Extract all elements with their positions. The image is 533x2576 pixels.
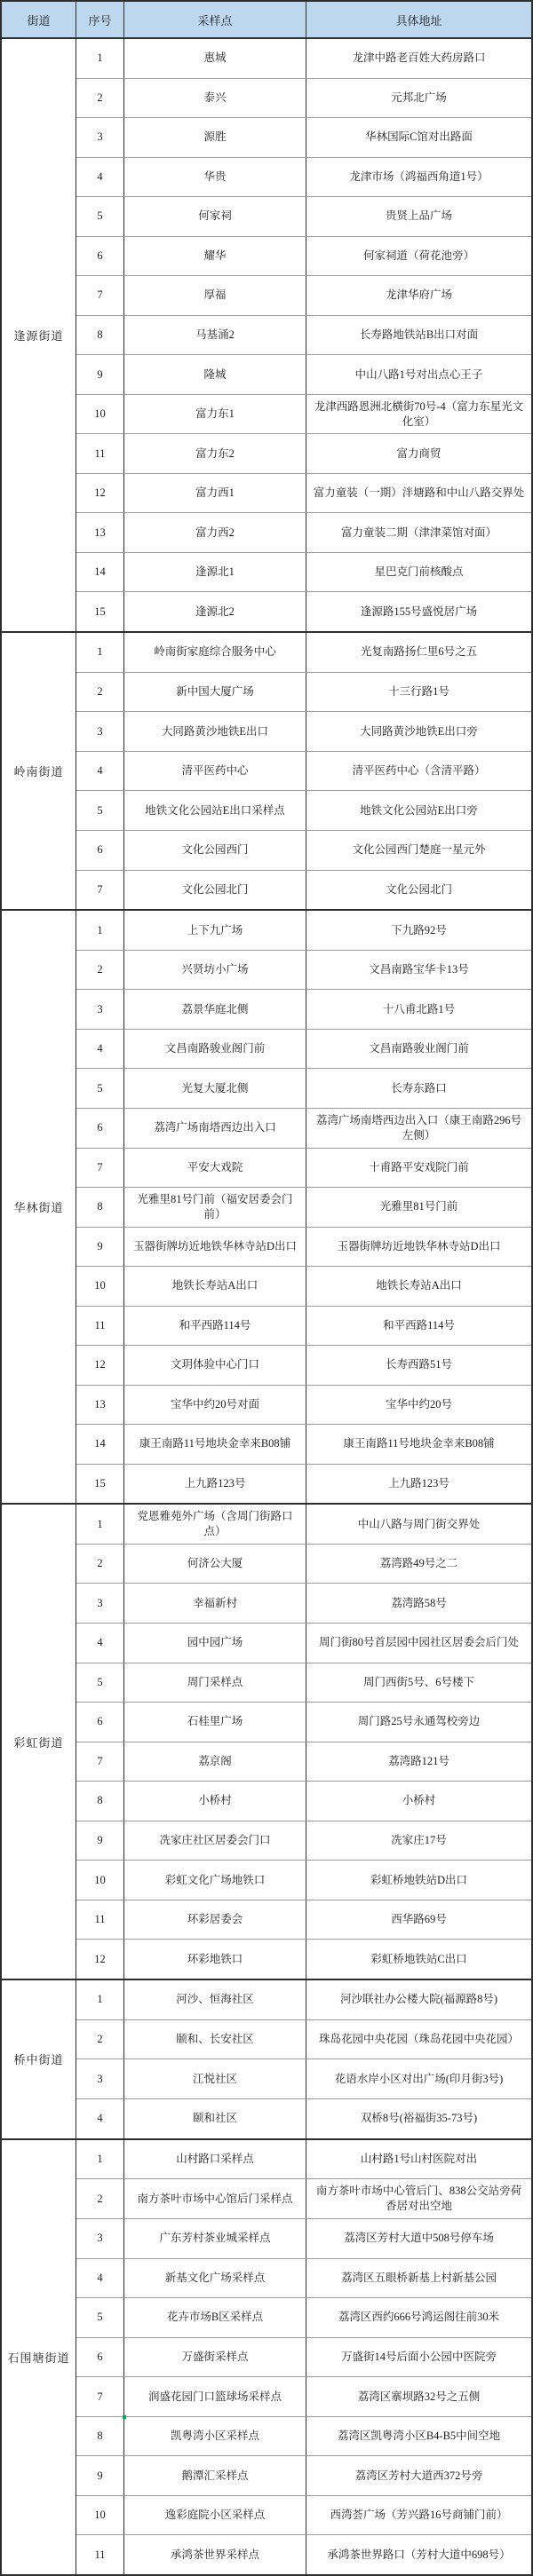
row-number-cell: 1 <box>76 1980 124 2019</box>
site-cell: 环彩居委会 <box>124 1900 306 1940</box>
row-number-cell: 5 <box>76 791 124 830</box>
address-cell: 十八甫北路1号 <box>382 1002 456 1015</box>
site-cell: 光复大厦北侧 <box>124 1069 306 1108</box>
address-cell: 康王南路11号地块金幸来B08铺 <box>343 1437 495 1450</box>
site-cell: 逢源北1 <box>124 553 306 592</box>
row-number-cell: 1 <box>76 39 124 78</box>
table-row <box>76 2058 531 2098</box>
site-cell: 马基涌2 <box>124 316 306 355</box>
site-cell: 何济公大厦 <box>124 1545 306 1584</box>
table-row <box>76 39 531 78</box>
site-cell: 和平西路114号 <box>124 1307 306 1346</box>
address-cell: 华林国际C馆对出路面 <box>365 130 473 144</box>
table-header-row <box>2 2 531 39</box>
address-cell: 荔湾区芳村大道西372号旁 <box>354 2469 483 2482</box>
table-row <box>76 1108 531 1148</box>
site-cell: 园中园广场 <box>124 1624 306 1663</box>
site-cell: 万盛街采样点 <box>124 2338 306 2377</box>
address-cell: 周门街80号首层园中园社区居委会后门处 <box>318 1636 519 1649</box>
row-number-cell: 1 <box>76 2140 124 2179</box>
street-cell: 逢源街道 <box>2 39 76 631</box>
site-cell: 富力东2 <box>124 434 306 473</box>
table-row <box>76 1306 531 1346</box>
table-row <box>76 2098 531 2138</box>
section-rows <box>76 2140 531 2574</box>
site-cell: 平安大戏院 <box>124 1149 306 1188</box>
row-number-cell: 2 <box>76 79 124 118</box>
row-number-cell: 12 <box>76 474 124 513</box>
site-cell: 兴贤坊小广场 <box>124 951 306 990</box>
row-number-cell: 6 <box>76 2338 124 2377</box>
address-cell: 星巴克门前核酸点 <box>374 565 464 579</box>
row-number-cell: 7 <box>76 1149 124 1188</box>
address-cell: 文昌南路骏业阁门前 <box>369 1042 469 1055</box>
street-section <box>2 1979 531 2138</box>
site-cell: 富力东1 <box>124 395 306 434</box>
row-number-cell: 3 <box>76 118 124 157</box>
site-cell: 惠城 <box>124 39 306 78</box>
table-row <box>76 354 531 394</box>
site-cell: 山村路口采样点 <box>124 2140 306 2179</box>
address-cell: 山村路1号山村医院对出 <box>360 2153 478 2166</box>
address-cell: 富力童装（一期）泮塘路和中山八路交界处 <box>313 486 525 500</box>
row-number-cell: 5 <box>76 197 124 236</box>
table-row <box>76 196 531 236</box>
table-row <box>76 78 531 118</box>
row-number-cell: 5 <box>76 2298 124 2337</box>
table-row <box>76 1702 531 1742</box>
row-number-cell: 6 <box>76 831 124 870</box>
cell-comment-marker <box>123 2415 126 2419</box>
street-section <box>2 39 531 631</box>
site-cell: 清平医药中心 <box>124 752 306 791</box>
address-cell: 玉器街牌坊近地铁华林寺站D出口 <box>337 1239 501 1252</box>
row-number-cell: 2 <box>76 2179 124 2218</box>
section-rows <box>76 633 531 909</box>
row-number-cell: 3 <box>76 712 124 751</box>
row-number-cell: 5 <box>76 1069 124 1108</box>
row-number-cell: 4 <box>76 1030 124 1069</box>
row-number-cell: 14 <box>76 553 124 592</box>
site-cell: 康王南路11号地块金幸来B08铺 <box>124 1425 306 1464</box>
address-cell: 龙津西路恩洲北横街70号-4（富力东星光文化室） <box>314 399 524 428</box>
row-number-cell: 7 <box>76 871 124 910</box>
address-cell: 荔湾区五眼桥新基上村新基公园 <box>340 2271 497 2284</box>
address-cell: 荔湾路58号 <box>391 1596 447 1609</box>
row-number-cell: 11 <box>76 2535 124 2574</box>
table-row <box>76 1266 531 1306</box>
site-cell: 源胜 <box>124 118 306 157</box>
row-number-cell: 9 <box>76 355 124 394</box>
address-cell: 荔湾广场南塔西边出入口（康王南路296号左侧） <box>315 1113 522 1142</box>
row-number-cell: 6 <box>76 237 124 276</box>
site-cell: 环彩地铁口 <box>124 1940 306 1979</box>
table-row <box>76 2258 531 2298</box>
site-cell: 冼家庄社区居委会门口 <box>124 1821 306 1861</box>
site-cell: 新中国大厦广场 <box>124 673 306 712</box>
table-row <box>76 1742 531 1782</box>
table-row <box>76 751 531 791</box>
address-cell: 彩虹桥地铁站C出口 <box>370 1952 467 1965</box>
col-header-site: 采样点 <box>124 2 306 37</box>
address-cell: 荔湾区寨坝路32号之五侧 <box>357 2390 481 2403</box>
row-number-cell: 1 <box>76 633 124 672</box>
row-number-cell: 4 <box>76 1624 124 1663</box>
row-number-cell: 15 <box>76 592 124 631</box>
address-cell: 荔湾区凯粤湾小区B4-B5中间空地 <box>337 2430 501 2443</box>
site-cell: 颐和社区 <box>124 2099 306 2138</box>
address-cell: 河沙联社办公楼大院(福源路8号) <box>339 1993 498 2006</box>
table-row <box>76 1505 531 1544</box>
site-cell: 耀华 <box>124 237 306 276</box>
address-cell: 中山八路与周门街交界处 <box>357 1517 481 1530</box>
table-row <box>76 2140 531 2179</box>
table-row <box>76 790 531 830</box>
row-number-cell: 11 <box>76 1307 124 1346</box>
row-number-cell: 14 <box>76 1425 124 1464</box>
table-row <box>76 591 531 631</box>
address-cell: 小桥村 <box>402 1794 436 1807</box>
table-row <box>76 512 531 552</box>
site-cell: 隆城 <box>124 355 306 394</box>
site-cell: 地铁文化公园站E出口采样点 <box>124 791 306 830</box>
site-cell: 岭南街家庭综合服务中心 <box>124 633 306 672</box>
site-cell: 文化公园西门 <box>124 831 306 870</box>
section-rows <box>76 39 531 631</box>
street-section <box>2 909 531 1503</box>
site-cell: 石桂里广场 <box>124 1703 306 1742</box>
address-cell: 万盛街14号后面小公园中医院旁 <box>340 2350 497 2363</box>
table-row <box>76 1424 531 1464</box>
site-cell: 光雅里81号门前（福安居委会门前） <box>124 1188 306 1227</box>
address-cell: 下九路92号 <box>391 923 447 936</box>
address-cell: 逢源路155号盛悦居广场 <box>360 604 478 618</box>
site-cell: 玉器街牌坊近地铁华林寺站D出口 <box>124 1228 306 1267</box>
table-row <box>76 1345 531 1385</box>
site-cell: 宝华中约20号对面 <box>124 1386 306 1425</box>
address-cell: 周门西街5号、6号楼下 <box>362 1675 474 1688</box>
address-cell: 长寿东路口 <box>391 1081 447 1094</box>
row-number-cell: 10 <box>76 395 124 434</box>
street-section <box>2 2138 531 2574</box>
site-cell: 周门采样点 <box>124 1663 306 1703</box>
col-header-street: 街道 <box>2 2 76 37</box>
table-row <box>76 1980 531 2019</box>
table-row <box>76 1939 531 1979</box>
row-number-cell: 4 <box>76 2099 124 2138</box>
address-cell: 地铁文化公园站E出口旁 <box>360 803 478 817</box>
row-number-cell: 7 <box>76 1742 124 1782</box>
address-cell: 长寿路地铁站B出口对面 <box>359 328 479 341</box>
row-number-cell: 1 <box>76 1505 124 1544</box>
site-cell: 江悦社区 <box>124 2059 306 2098</box>
site-cell: 富力西2 <box>124 513 306 552</box>
row-number-cell: 10 <box>76 1861 124 1900</box>
table-row <box>76 1029 531 1069</box>
site-cell: 花卉市场B区采样点 <box>124 2298 306 2337</box>
table-row <box>76 830 531 870</box>
address-cell: 上九路123号 <box>388 1477 449 1490</box>
site-cell: 泰兴 <box>124 79 306 118</box>
row-number-cell: 2 <box>76 2020 124 2059</box>
address-cell: 周门路25号永通驾校旁边 <box>357 1715 481 1728</box>
row-number-cell: 9 <box>76 1821 124 1861</box>
row-number-cell: 4 <box>76 752 124 791</box>
address-cell: 十三行路1号 <box>388 684 449 698</box>
address-cell: 富力童装二期（津津菜馆对面） <box>340 525 497 539</box>
row-number-cell: 8 <box>76 1188 124 1227</box>
address-cell: 文化公园西门楚庭一星元外 <box>352 843 486 857</box>
site-cell: 颐和、长安社区 <box>124 2020 306 2059</box>
table-row <box>76 552 531 592</box>
table-row <box>76 1623 531 1663</box>
row-number-cell: 8 <box>76 1782 124 1821</box>
col-header-number: 序号 <box>76 2 124 37</box>
row-number-cell: 5 <box>76 1663 124 1703</box>
row-number-cell: 10 <box>76 2496 124 2535</box>
site-cell: 地铁长寿站A出口 <box>124 1267 306 1306</box>
site-cell: 幸福新村 <box>124 1584 306 1623</box>
street-cell: 桥中街道 <box>2 1980 76 2138</box>
table-row <box>76 1227 531 1267</box>
address-cell: 龙津市场（鸿福西角道1号） <box>349 170 489 183</box>
section-rows <box>76 1505 531 1979</box>
table-row <box>76 989 531 1029</box>
table-row <box>76 236 531 276</box>
table-row <box>76 433 531 473</box>
table-row <box>76 473 531 513</box>
site-cell: 上下九广场 <box>124 911 306 950</box>
row-number-cell: 7 <box>76 276 124 315</box>
site-cell: 文玥体验中心门口 <box>124 1346 306 1385</box>
site-cell: 何家祠 <box>124 197 306 236</box>
row-number-cell: 10 <box>76 1267 124 1306</box>
table-row <box>76 1900 531 1940</box>
site-cell: 广东芳村茶业城采样点 <box>124 2219 306 2258</box>
table-row <box>76 1781 531 1821</box>
row-number-cell: 1 <box>76 911 124 950</box>
row-number-cell: 6 <box>76 1703 124 1742</box>
site-cell: 新基文化广场采样点 <box>124 2259 306 2298</box>
site-cell: 逢源北2 <box>124 592 306 631</box>
address-cell: 西湾荟广场（芳兴路16号商铺门前） <box>330 2509 508 2522</box>
address-cell: 元邦北广场 <box>391 91 447 104</box>
address-cell: 荔湾区西约666号鸿运阁往前30米 <box>338 2311 500 2324</box>
table-row <box>76 2337 531 2377</box>
table-row <box>76 870 531 910</box>
address-cell: 承鸿茶世界路口（芳村大道中698号） <box>327 2548 511 2561</box>
row-number-cell: 4 <box>76 158 124 197</box>
table-row <box>76 1544 531 1584</box>
table-row <box>76 275 531 315</box>
address-cell: 地铁长寿站A出口 <box>376 1279 462 1292</box>
site-cell: 上九路123号 <box>124 1465 306 1504</box>
address-cell: 和平西路114号 <box>383 1318 455 1331</box>
site-cell: 荔景华庭北侧 <box>124 990 306 1029</box>
site-cell: 承鸿茶世界采样点 <box>124 2535 306 2574</box>
table-row <box>76 633 531 672</box>
row-number-cell: 2 <box>76 673 124 712</box>
site-cell: 小桥村 <box>124 1782 306 1821</box>
row-number-cell: 8 <box>76 2417 124 2456</box>
address-cell: 荔湾路49号之二 <box>379 1557 458 1570</box>
row-number-cell: 4 <box>76 2259 124 2298</box>
street-section <box>2 631 531 909</box>
address-cell: 荔湾路121号 <box>388 1754 449 1767</box>
table-row <box>76 1187 531 1227</box>
table-row <box>76 1821 531 1861</box>
address-cell: 龙津华府广场 <box>385 288 452 302</box>
address-cell: 冼家庄17号 <box>391 1833 447 1846</box>
table-row <box>76 1860 531 1900</box>
row-number-cell: 6 <box>76 1109 124 1148</box>
address-cell: 十甫路平安戏院门前 <box>369 1160 469 1173</box>
street-cell: 彩虹街道 <box>2 1505 76 1979</box>
site-cell: 南方茶叶市场中心馆后门采样点 <box>124 2179 306 2218</box>
address-cell: 大同路黄沙地铁E出口旁 <box>360 724 478 738</box>
address-cell: 文昌南路宝华卡13号 <box>369 963 469 976</box>
address-cell: 龙津中路老百姓大药房路口 <box>352 51 486 65</box>
table-row <box>76 1385 531 1425</box>
address-cell: 文化公园北门 <box>385 882 452 896</box>
site-cell: 华贵 <box>124 158 306 197</box>
address-cell: 贵贤上品广场 <box>385 209 452 223</box>
address-cell: 光复南路扬仁里6号之五 <box>360 645 478 659</box>
site-cell: 富力西1 <box>124 474 306 513</box>
row-number-cell: 9 <box>76 1228 124 1267</box>
table-row <box>76 2416 531 2456</box>
table-row <box>76 1464 531 1504</box>
site-cell: 大同路黄沙地铁E出口 <box>124 712 306 751</box>
row-number-cell: 12 <box>76 1940 124 1979</box>
table-row <box>76 2218 531 2258</box>
table-row <box>76 2534 531 2574</box>
site-cell: 文化公园北门 <box>124 871 306 910</box>
table-row <box>76 2455 531 2495</box>
table-row <box>76 2297 531 2337</box>
site-cell: 党恩雅苑外广场（含周门街路口点） <box>124 1505 306 1544</box>
row-number-cell: 3 <box>76 990 124 1029</box>
site-cell: 凯粤湾小区采样点 <box>124 2417 306 2456</box>
table-row <box>76 711 531 751</box>
address-cell: 南方茶叶市场中心管后门、838公交站旁荷香居对出空地 <box>315 2185 522 2213</box>
table-row <box>76 2178 531 2218</box>
table-row <box>76 2495 531 2535</box>
row-number-cell: 15 <box>76 1465 124 1504</box>
address-cell: 双桥8号(裕福街35-73号) <box>360 2112 478 2125</box>
table-row <box>76 157 531 197</box>
row-number-cell: 3 <box>76 1584 124 1623</box>
row-number-cell: 2 <box>76 951 124 990</box>
address-cell: 荔湾区芳村大道中508号停车场 <box>344 2232 494 2245</box>
table-row <box>76 394 531 434</box>
row-number-cell: 3 <box>76 2219 124 2258</box>
address-cell: 宝华中约20号 <box>385 1397 452 1410</box>
table-row <box>76 1148 531 1188</box>
table-row <box>76 315 531 355</box>
street-cell: 岭南街道 <box>2 633 76 909</box>
row-number-cell: 13 <box>76 1386 124 1425</box>
site-cell: 彩虹文化广场地铁口 <box>124 1861 306 1900</box>
address-cell: 花语水岸小区对出广场(印月街3号) <box>334 2072 504 2085</box>
row-number-cell: 11 <box>76 1900 124 1940</box>
table-row <box>76 2376 531 2416</box>
address-cell: 光雅里81号门前 <box>379 1200 458 1213</box>
site-cell: 荔湾广场南塔西边出入口 <box>124 1109 306 1148</box>
table-row <box>76 911 531 950</box>
address-cell: 珠岛花园中央花园（珠岛花园中央花园） <box>318 2033 519 2046</box>
street-section <box>2 1503 531 1979</box>
table-row <box>76 1068 531 1108</box>
row-number-cell: 8 <box>76 316 124 355</box>
table-row <box>76 117 531 157</box>
table-row <box>76 2019 531 2059</box>
street-cell: 石围塘街道 <box>2 2140 76 2574</box>
section-rows <box>76 911 531 1503</box>
row-number-cell: 2 <box>76 1545 124 1584</box>
site-cell: 鹅潭汇采样点 <box>124 2456 306 2495</box>
site-cell: 厚福 <box>124 276 306 315</box>
site-cell: 河沙、恒海社区 <box>124 1980 306 2019</box>
row-number-cell: 11 <box>76 434 124 473</box>
address-cell: 西华路69号 <box>391 1913 447 1926</box>
address-cell: 富力商贸 <box>396 446 442 460</box>
section-rows <box>76 1980 531 2138</box>
address-cell: 何家祠道（荷花池旁） <box>362 249 474 262</box>
row-number-cell: 12 <box>76 1346 124 1385</box>
address-cell: 清平医药中心（含清平路） <box>352 764 486 778</box>
table-row <box>76 672 531 712</box>
street-cell: 华林街道 <box>2 911 76 1503</box>
table-row <box>76 1663 531 1703</box>
site-cell: 润盛花园门口篮球场采样点 <box>124 2377 306 2416</box>
col-header-address: 具体地址 <box>395 13 442 28</box>
site-cell: 逸彩庭院小区采样点 <box>124 2496 306 2535</box>
table-row <box>76 950 531 990</box>
address-cell: 长寿西路51号 <box>385 1358 452 1371</box>
address-cell: 中山八路1号对出点心王子 <box>354 367 483 381</box>
table-row <box>76 1583 531 1623</box>
row-number-cell: 7 <box>76 2377 124 2416</box>
row-number-cell: 3 <box>76 2059 124 2098</box>
site-cell: 荔京阁 <box>124 1742 306 1782</box>
site-cell: 文昌南路骏业阁门前 <box>124 1030 306 1069</box>
row-number-cell: 9 <box>76 2456 124 2495</box>
row-number-cell: 13 <box>76 513 124 552</box>
address-cell: 彩虹桥地铁站D出口 <box>370 1873 468 1886</box>
